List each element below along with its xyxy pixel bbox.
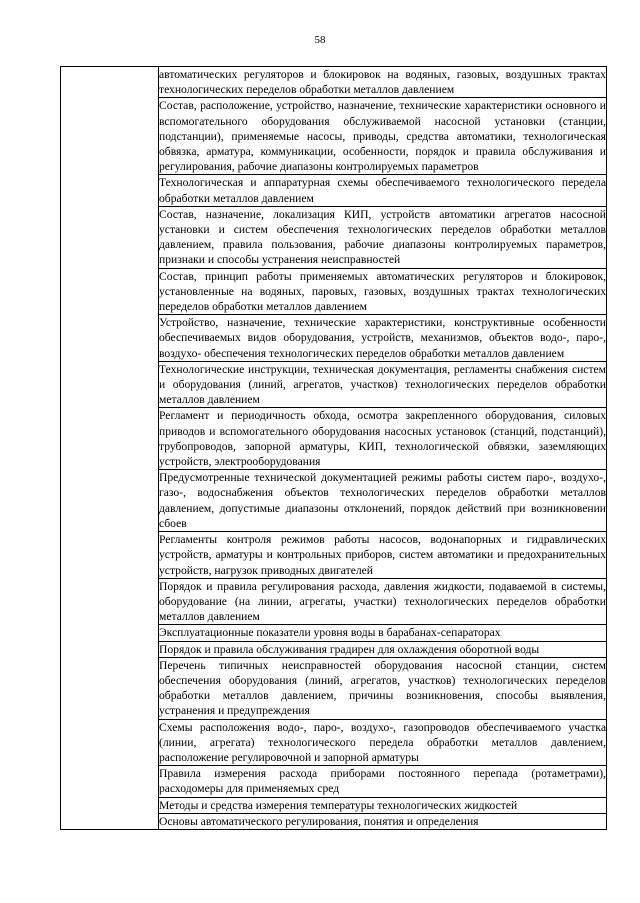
knowledge-item-cell <box>159 175 607 206</box>
knowledge-item-cell <box>159 206 607 268</box>
table-row <box>61 67 607 98</box>
knowledge-item-cell <box>159 268 607 315</box>
knowledge-item-text: Схемы расположения водо-, паро-, воздухо-, газопроводов обеспечиваемого участка (линии, агрегата) технологического передела обработки металлов давлением, расположение регулировочной и запорной арматуры <box>159 720 606 764</box>
knowledge-item-text: Состав, назначение, локализация КИП, устройств автоматики агрегатов насосной установки и систем обеспечения технологических переделов обработки металлов давлением, правила пользования, рабочие диапазоны контролируемых параметров, признаки и способы устранения неисправностей <box>159 207 606 267</box>
knowledge-item-text: Предусмотренные технической документацией режимы работы систем паро-, воздухо-, газо-, водоснабжения объектов технологических переделов обработки металлов давлением, допустимые диапазоны отклонений, порядок действий при возникновении сбоев <box>159 471 606 530</box>
knowledge-item-text: Состав, расположение, устройство, назначение, технические характеристики основного и вспомогательного оборудования обслуживаемой насосной установки (станции, подстанции), применяемые насосы, приводы, средства автоматики, технологическая обвязка, арматура, коммуникации, особенности, порядок и правила обслуживания и регулирования, рабочие диапазоны контролируемых параметров <box>159 99 606 174</box>
knowledge-item-text: Состав, принцип работы применяемых автоматических регуляторов и блокировок, установленные на водяных, паровых, газовых, воздушных трактах технологических переделов обработки металлов давлением <box>159 269 606 314</box>
knowledge-item-cell <box>159 657 607 719</box>
knowledge-item-cell <box>159 797 607 813</box>
knowledge-item-text: Технологические инструкции, техническая документация, регламенты снабжения систем и оборудования (линий, агрегатов, участков) технологических переделов обработки металлов давлением <box>159 362 606 407</box>
knowledge-item-text: Порядок и правила регулирования расхода, давления жидкости, подаваемой в системы, оборудование (на линии, агрегаты, участки) технологических переделов обработки металлов давлением <box>159 579 606 624</box>
knowledge-item-cell <box>159 408 607 470</box>
knowledge-item-text: Методы и средства измерения температуры технологических жидкостей <box>159 798 518 812</box>
knowledge-item-cell <box>159 315 607 362</box>
section-label-cell <box>61 67 159 830</box>
knowledge-item-text: Регламенты контроля режимов работы насосов, водонапорных и гидравлических устройств, арматуры и контрольных приборов, систем автоматики и предохранительных устройств, нагрузок приводных двигателей <box>159 533 606 577</box>
knowledge-item-cell <box>159 766 607 797</box>
knowledge-item-cell <box>159 719 607 766</box>
knowledge-item-cell <box>159 361 607 408</box>
table-body <box>61 67 607 830</box>
knowledge-item-text: Эксплуатационные показатели уровня воды в барабанах-сепараторах <box>159 626 501 640</box>
knowledge-item-cell <box>159 67 607 98</box>
knowledge-item-cell <box>159 532 607 579</box>
knowledge-item-cell <box>159 98 607 175</box>
knowledge-table <box>60 66 607 830</box>
knowledge-item-cell <box>159 641 607 657</box>
knowledge-item-cell <box>159 470 607 532</box>
knowledge-item-cell <box>159 625 607 641</box>
knowledge-item-text: Правила измерения расхода приборами постоянного перепада (ротаметрами), расходомеры для применяемых сред <box>159 767 606 796</box>
knowledge-item-text: Технологическая и аппаратурная схемы обеспечиваемого технологического передела обработки металлов давлением <box>159 176 606 205</box>
knowledge-item-text: Основы автоматического регулирования, понятия и определения <box>159 814 479 828</box>
knowledge-item-text: автоматических регуляторов и блокировок на водяных, газовых, воздушных трактах технологических переделов обработки металлов давлением <box>159 68 606 97</box>
knowledge-item-text: Регламент и периодичность обхода, осмотра закрепленного оборудования, силовых приводов и вспомогательного оборудования насосных установок (станций, подстанций), трубопроводов, запорной арматуры, КИП, технологической обвязки, заземляющих устройств, электрооборудования <box>159 409 606 469</box>
page-number: 58 <box>314 34 326 46</box>
knowledge-item-text: Устройство, назначение, технические характеристики, конструктивные особенности обеспечиваемых видов оборудования, устройств, механизмов, объектов водо-, паро-, воздухо- обеспечения технологических переделов обработки металлов давлением <box>159 316 606 360</box>
knowledge-item-cell <box>159 578 607 625</box>
knowledge-item-text: Порядок и правила обслуживания градирен для охлаждения оборотной воды <box>159 642 540 656</box>
knowledge-item-cell <box>159 813 607 829</box>
knowledge-item-text: Перечень типичных неисправностей оборудования насосной станции, систем обеспечения оборудования (линий, агрегатов, участков) технологических переделов обработки металлов давлением, причины возникновения, способы выявления, устранения и предупреждения <box>159 658 606 718</box>
